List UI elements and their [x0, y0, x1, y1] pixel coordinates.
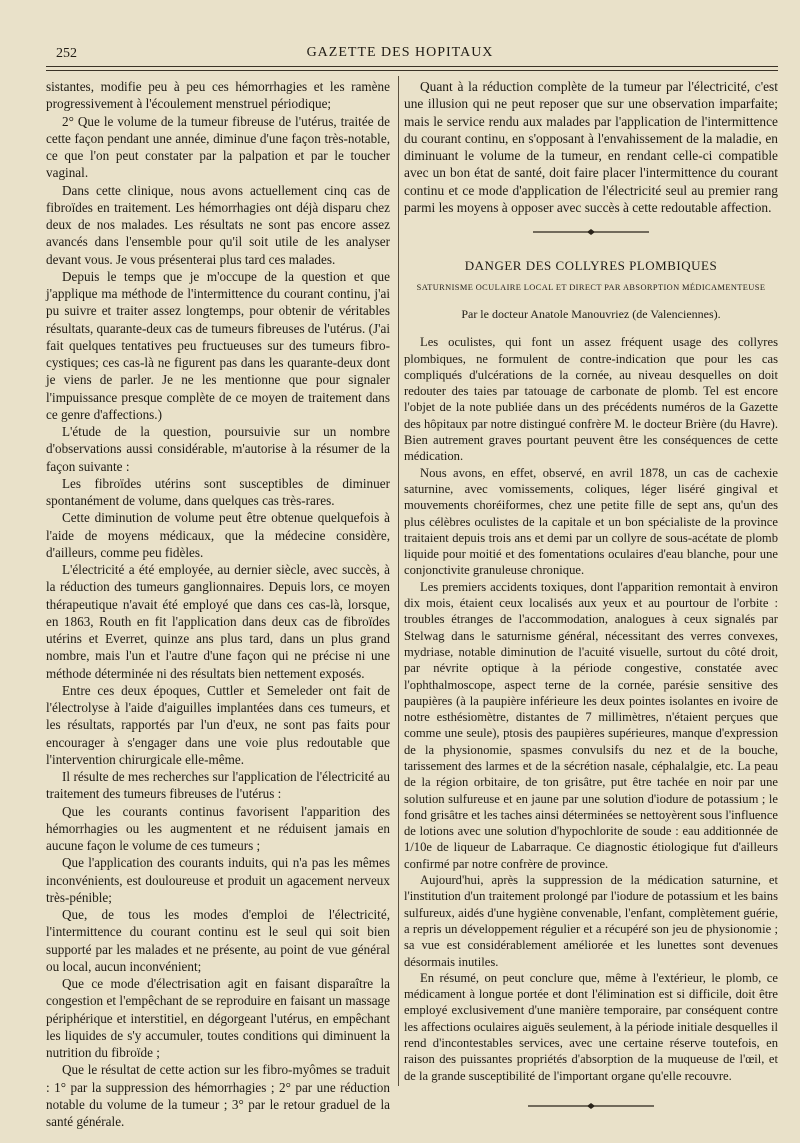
- article-author: Par le docteur Anatole Manouvriez (de Valenciennes).: [461, 306, 721, 321]
- article-title: DANGER DES COLLYRES PLOMBIQUES: [464, 258, 718, 274]
- paragraph: Que les courants continus favorisent l'apparition des hémorrhagies ou les augmentent et ne réduisent jamais en aucune façon le volume de ces tumeurs ;: [46, 803, 390, 853]
- paragraph: Les fibroïdes utérins sont susceptibles de diminuer spontanément de volume, dans quelques cas très-rares.: [46, 475, 390, 508]
- paragraph: Depuis le temps que je m'occupe de la question et que j'applique ma méthode de l'intermittence du courant continu, j'ai pu suivre et traiter assez longtemps, pour obtenir de véritables résultats, quarante-deux cas de tumeurs fibreuses de l'utérus. (J'ai fait quelques tentatives peu fructueuses sur des tumeurs fibro-cystiques; ces cas-là ne figurent pas dans les quarante-deux dont je viens de parler. Je ne les mentionne que pour signaler l'impuissance presque complète de ce moyen de traitement dans ce genre d'affections.): [46, 268, 390, 422]
- paragraph: L'étude de la question, poursuivie sur un nombre d'observations aussi considérable, m'autorise à la résumer de la façon suivante :: [46, 424, 390, 474]
- ornament-separator: [531, 228, 651, 236]
- left-column: [46, 78, 390, 1130]
- page-number: 252: [56, 46, 77, 61]
- article-subtitle: SATURNISME OCULAIRE LOCAL ET DIRECT PAR ABSORPTION MÉDICAMENTEUSE: [416, 282, 766, 292]
- paragraph: Que ce mode d'électrisation agit en faisant disparaître la congestion et l'empêchant de se reproduire en faisant un massage périphérique et interstitiel, en dégorgeant l'utérus, en empêchant les liquides de s'y accumuler, toutes conditions qui diminuent la nutrition du fibroïde ;: [46, 976, 390, 1060]
- paragraph: Que le résultat de cette action sur les fibro-myômes se traduit : 1° par la suppression des hémorrhagies ; 2° par une réduction notable du volume de la tumeur ; 3° par le retour graduel de la santé générale.: [46, 1062, 390, 1129]
- paragraph: Dans cette clinique, nous avons actuellement cinq cas de fibroïdes en traitement. Les hémorrhagies ont déjà disparu chez deux de nos malades. Les résultats ne sont pas encore assez avancés dans l'ensemble pour qu'il soit utile de les analyser devant vous. Je vous présenterai plus tard ces malades.: [46, 182, 390, 267]
- intro-block: [404, 78, 778, 216]
- header-rule: [46, 66, 778, 67]
- paragraph: Les premiers accidents toxiques, dont l'apparition remontait à environ dix mois, étaient ceux localisés aux yeux et au pourtour de l'orbite : troubles étranges de l'accommodation, analogues à ceux signalés par Stelwag dans le saturnisme général, nécessitant des verres convexes, mydriase, notable diminution de l'acuité visuelle, surtout du côté droit, par névrite optique à la période congestive, constatée avec l'ophthalmoscope, aspect terne de la cornée, parésie sensitive des paupières (à la paupière inférieure les deux pointes isolantes en ivoire de notre esthésiomètre, distantes de 7 millimètres, n'étaient perçues que comme une seule), ptosis des paupières supérieures, manque d'expression de la physionomie, spasmes convulsifs du nez et de la bouche, tarissement des larmes et de la sécrétion nasale, céphalalgie, etc. La peau de la région orbitaire, de ton grisâtre, put être tachée en noir par une solution sulfureuse et en jaune par une solution d'iodure de potassium ; le fond grisâtre et les taches ainsi déterminées se nettoyèrent sous l'influence de lotions avec une solution d'hypochlorite de soude : eau additionnée de 1/10e de liqueur de Labarraque. Ce diagnostic étiologique fut d'ailleurs confirmé par notre confrère de province.: [404, 579, 778, 871]
- column-divider: [398, 76, 399, 1086]
- right-column: [404, 78, 778, 1110]
- paragraph: Il résulte de mes recherches sur l'application de l'électricité au traitement des tumeurs fibreuses de l'utérus :: [46, 769, 390, 802]
- paragraph: En résumé, on peut conclure que, même à l'extérieur, le plomb, ce médicament à longue portée et dont l'élimination est si difficile, doit être employé exclusivement d'une manière temporaire, par conséquent contre les affections oculaires aiguës seulement, à la période initiale desquelles il rend d'incontestables services, avec une certaine réserve toutefois, en raison des puissantes propriétés d'absorption de la muqueuse de l'œil, et de la grande susceptibilité de l'important organe qu'elle recouvre.: [404, 970, 778, 1083]
- ornament-separator-end: [526, 1102, 656, 1110]
- header-rule-double: [46, 70, 778, 71]
- running-title: GAZETTE DES HOPITAUX: [306, 45, 494, 60]
- paragraph: Nous avons, en effet, observé, en avril 1878, un cas de cachexie saturnine, avec vomissements, coliques, léger liséré gingival et mouvements choréiformes, chez une petite fille de sept ans, qu'un des plus célèbres oculistes de la capitale et un bon spécialiste de la province traitaient depuis trois ans et demi par un collyre de sous-acétate de plomb liquide pour moitié et des fomentations oculaires d'eau blanche, pour une conjonctivite granuleuse chronique.: [404, 465, 778, 578]
- paragraph: Que l'application des courants induits, qui n'a pas les mêmes inconvénients, est douloureuse et produit un agacement nerveux très-pénible;: [46, 855, 390, 905]
- paragraph: Cette diminution de volume peut être obtenue quelquefois à l'aide de moyens médicaux, que la médecine considère, d'ailleurs, comme peu fidèles.: [46, 510, 390, 560]
- paragraph: sistantes, modifie peu à peu ces hémorrhagies et les ramène progressivement à l'écoulement menstruel périodique;: [46, 79, 390, 112]
- paragraph: 2° Que le volume de la tumeur fibreuse de l'utérus, traitée de cette façon pendant une année, diminue d'une façon très-notable, ce que l'on peut constater par la palpation et par le toucher vaginal.: [46, 113, 390, 181]
- paragraph: Aujourd'hui, après la suppression de la médication saturnine, et l'institution d'un traitement prolongé par l'iodure de potassium et les bains sulfureux, aidés d'une hygiène convenable, l'enfant, complètement guérie, a repris un développement régulier et a récupéré son jeu de physionomie ; sa vue est considérablement améliorée et les lunettes sont devenues désormais inutiles.: [404, 873, 778, 969]
- paragraph: Quant à la réduction complète de la tumeur par l'électricité, c'est une illusion qui ne peut reposer que sur une observation imparfaite; mais le service rendu aux malades par l'application de l'intermittence du courant continu, en s'opposant à l'envahissement de la maladie, en diminuant le volume de la tumeur, en rendant celle-ci compatible avec un bon état de santé, doit faire placer l'intermittence du courant continu et ce mode d'application de l'électricité seul au premier rang parmi les moyens à opposer avec succès à cette redoutable affection.: [404, 79, 778, 216]
- paragraph: Entre ces deux époques, Cuttler et Semeleder ont fait de l'électrolyse à l'aide d'aiguilles implantées dans ces tumeurs, et les résultats, rapportés par l'un d'eux, ne sont pas faits pour encourager à s'engager dans une voie plus redoutable que l'intervention chirurgicale elle-même.: [46, 682, 390, 767]
- paragraph: Les oculistes, qui font un assez fréquent usage des collyres plombiques, ne formulent de contre-indication que pour les cas compliqués d'ulcérations de la cornée, au niveau desquelles on doit redouter des taies par tatouage de carbonate de plomb. Tel est encore l'objet de la note publiée dans un des précédents numéros de la Gazette des hôpitaux par notre distingué confrère M. le docteur Brière (du Havre). Bien autrement graves pourtant peuvent être les conséquences de cette médication.: [404, 335, 778, 464]
- paragraph: Que, de tous les modes d'emploi de l'électricité, l'intermittence du courant continu est le seul qui soit bien supporté par les malades et ne présente, au point de vue général ou local, aucun inconvénient;: [46, 907, 390, 974]
- paragraph: L'électricité a été employée, au dernier siècle, avec succès, à la réduction des tumeurs ganglionnaires. Depuis lors, ce moyen thérapeutique n'avait été employé que dans ces cas-là, lorsque, en 1863, Routh en fit l'application dans deux cas de fibroïdes utérins et Everret, quinze ans plus tard, dans un plus grand nombre, mais l'un et l'autre d'une façon qui ne précise ni une méthode déterminée ni des résultats bien nettement exposés.: [46, 562, 390, 681]
